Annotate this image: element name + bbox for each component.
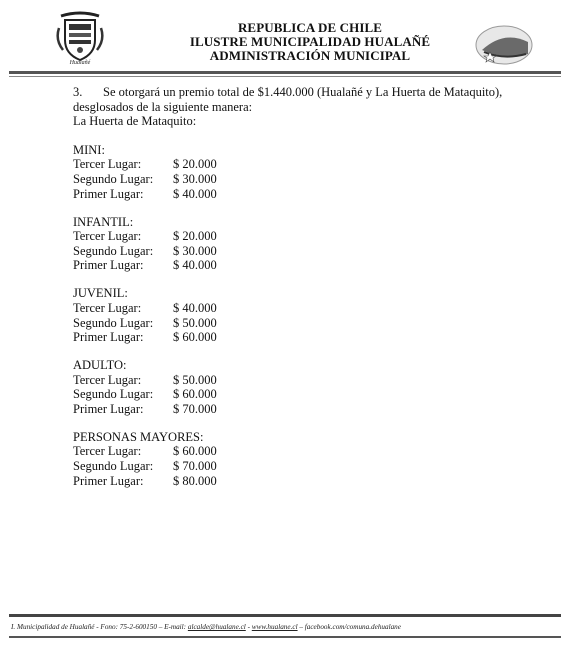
prize-row bbox=[73, 301, 513, 316]
prize-category bbox=[73, 215, 513, 273]
prize-category bbox=[73, 286, 513, 344]
footer-rule bbox=[9, 614, 561, 617]
category-title: PERSONAS MAYORES: bbox=[73, 429, 204, 444]
prize-row bbox=[73, 402, 513, 417]
intro-paragraph bbox=[73, 85, 513, 114]
crest-caption: Hualañé bbox=[69, 60, 91, 66]
prize-place-label: Segundo Lugar: bbox=[73, 171, 154, 186]
prize-row bbox=[73, 387, 513, 402]
prize-place-label: Tercer Lugar: bbox=[73, 229, 142, 244]
category-title: JUVENIL: bbox=[73, 286, 128, 301]
prize-row bbox=[73, 187, 513, 202]
category-title: MINI: bbox=[73, 142, 105, 157]
prize-place-label: Primer Lugar: bbox=[73, 258, 144, 273]
prize-row bbox=[73, 474, 513, 489]
footer-separator: - bbox=[245, 623, 252, 631]
prize-amount: $ 40.000 bbox=[173, 300, 217, 315]
prize-amount: $ 40.000 bbox=[173, 258, 217, 273]
prize-amount: $ 20.000 bbox=[173, 157, 217, 172]
prize-place-label: Tercer Lugar: bbox=[73, 157, 142, 172]
footer-facebook: – facebook.com/comuna.dehualane bbox=[297, 623, 401, 631]
document-body bbox=[73, 85, 513, 502]
footer-contact bbox=[11, 623, 561, 631]
footer-email-link[interactable]: alcalde@hualane.cl bbox=[187, 623, 246, 631]
prize-categories bbox=[73, 143, 513, 488]
location-subheading: La Huerta de Mataquito: bbox=[73, 114, 197, 129]
prize-row bbox=[73, 459, 513, 474]
prize-row bbox=[73, 316, 513, 331]
letterhead bbox=[0, 0, 568, 80]
title-line-3: ADMINISTRACIÓN MUNICIPAL bbox=[209, 48, 411, 63]
prize-category bbox=[73, 143, 513, 201]
prize-place-label: Segundo Lugar: bbox=[73, 459, 154, 474]
prize-row bbox=[73, 373, 513, 388]
prize-place-label: Primer Lugar: bbox=[73, 401, 144, 416]
category-title: ADULTO: bbox=[73, 358, 127, 373]
prize-row bbox=[73, 258, 513, 273]
item-number: 3. bbox=[73, 85, 83, 99]
municipal-crest-logo bbox=[55, 10, 105, 62]
category-title: INFANTIL: bbox=[73, 214, 134, 229]
prize-place-label: Primer Lugar: bbox=[73, 473, 144, 488]
prize-place-label: Tercer Lugar: bbox=[73, 300, 142, 315]
prize-place-label: Segundo Lugar: bbox=[73, 387, 154, 402]
prize-amount: $ 70.000 bbox=[173, 459, 217, 474]
prize-amount: $ 70.000 bbox=[173, 401, 217, 416]
prize-row bbox=[73, 229, 513, 244]
footer-org: I. Municipalidad de Hualañé - Fono: 75-2-600150 – E-mail: bbox=[11, 623, 187, 631]
prize-row bbox=[73, 244, 513, 259]
chile-seal-logo bbox=[474, 24, 534, 66]
footer-website-link[interactable]: www.hualane.cl bbox=[251, 623, 298, 631]
prize-amount: $ 60.000 bbox=[173, 444, 217, 459]
prize-category bbox=[73, 358, 513, 416]
prize-place-label: Tercer Lugar: bbox=[73, 444, 142, 459]
prize-amount: $ 60.000 bbox=[173, 387, 217, 402]
letterhead-title bbox=[150, 21, 470, 63]
prize-amount: $ 80.000 bbox=[173, 473, 217, 488]
header-rule-thin bbox=[9, 76, 561, 77]
prize-amount: $ 20.000 bbox=[173, 229, 217, 244]
prize-amount: $ 30.000 bbox=[173, 171, 217, 186]
footer-rule-bottom bbox=[9, 636, 561, 638]
prize-amount: $ 50.000 bbox=[173, 372, 217, 387]
prize-amount: $ 60.000 bbox=[173, 330, 217, 345]
prize-place-label: Primer Lugar: bbox=[73, 186, 144, 201]
title-line-2: ILUSTRE MUNICIPALIDAD HUALAÑÉ bbox=[189, 34, 431, 49]
prize-row bbox=[73, 157, 513, 172]
prize-amount: $ 30.000 bbox=[173, 243, 217, 258]
prize-row bbox=[73, 444, 513, 459]
prize-row bbox=[73, 172, 513, 187]
prize-place-label: Segundo Lugar: bbox=[73, 315, 154, 330]
prize-place-label: Segundo Lugar: bbox=[73, 243, 154, 258]
prize-place-label: Tercer Lugar: bbox=[73, 372, 142, 387]
header-rule bbox=[9, 71, 561, 74]
prize-place-label: Primer Lugar: bbox=[73, 330, 144, 345]
intro-text: Se otorgará un premio total de $1.440.000 (Hualañé y La Huerta de Mataquito), desglosados de la siguiente manera: bbox=[73, 85, 503, 114]
prize-amount: $ 40.000 bbox=[173, 186, 217, 201]
prize-amount: $ 50.000 bbox=[173, 315, 217, 330]
prize-category bbox=[73, 430, 513, 488]
prize-row bbox=[73, 330, 513, 345]
title-line-1: REPUBLICA DE CHILE bbox=[237, 20, 383, 35]
